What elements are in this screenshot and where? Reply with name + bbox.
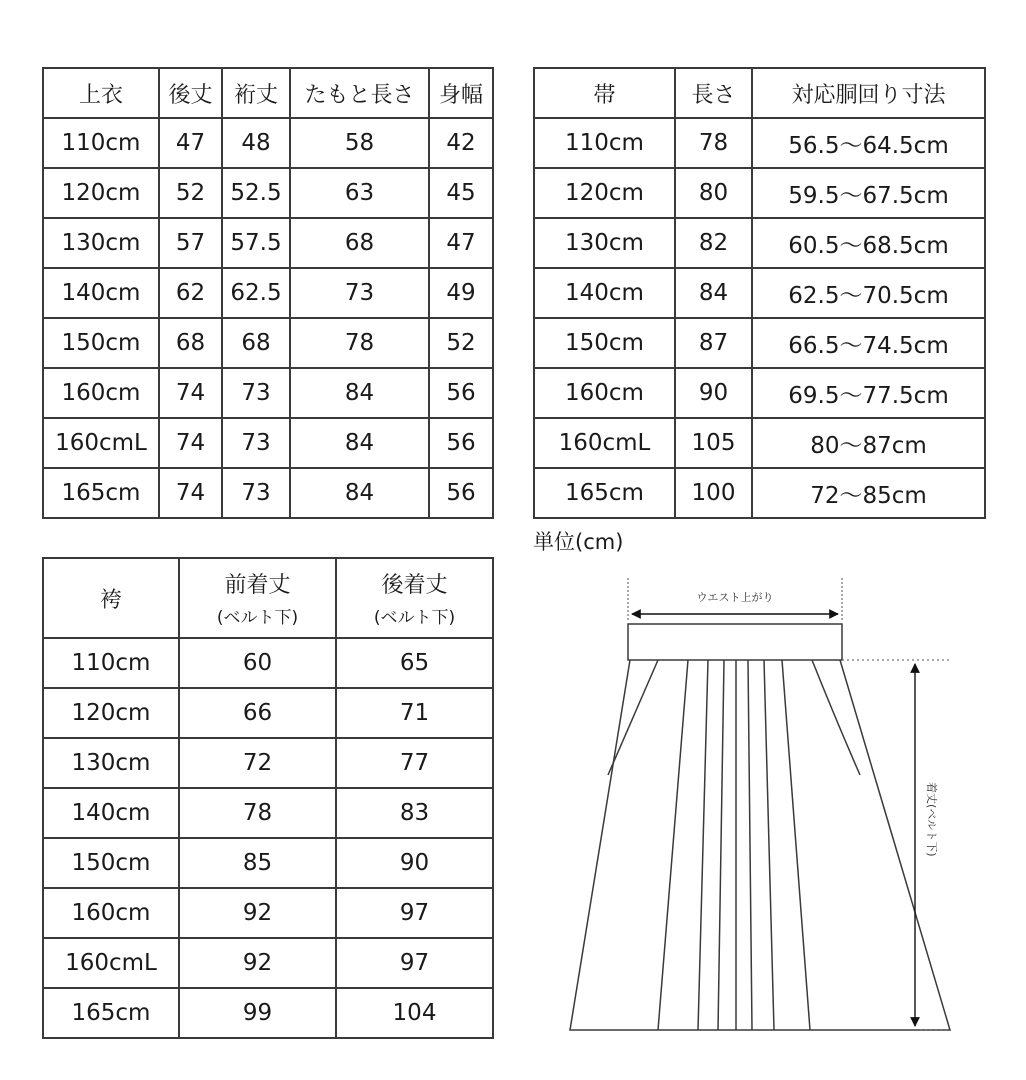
- table-cell: 78: [179, 788, 336, 838]
- hakama-diagram: [560, 570, 980, 1040]
- table-header-row: [43, 558, 493, 638]
- table-cell: 83: [336, 788, 493, 838]
- table-cell: 120cm: [43, 688, 179, 738]
- header-cell: 後丈: [159, 68, 222, 118]
- header-cell: [336, 558, 493, 638]
- header-sub: (ベルト下): [373, 608, 456, 628]
- table-cell: 97: [336, 888, 493, 938]
- table-cell: 80〜87cm: [752, 418, 985, 468]
- table-cell: 49: [429, 268, 493, 318]
- header-cell: 長さ: [675, 68, 752, 118]
- header-main: 後着丈: [381, 573, 448, 598]
- table-row: [43, 988, 493, 1038]
- table-row: [534, 218, 985, 268]
- table-cell: 85: [179, 838, 336, 888]
- table-cell: 59.5〜67.5cm: [752, 168, 985, 218]
- table-cell: 45: [429, 168, 493, 218]
- header-cell: 身幅: [429, 68, 493, 118]
- hakama-size-table: [42, 557, 494, 1039]
- table-cell: 57.5: [222, 218, 290, 268]
- table-cell: 160cmL: [534, 418, 675, 468]
- table-cell: 105: [675, 418, 752, 468]
- table-cell: 77: [336, 738, 493, 788]
- table-cell: 130cm: [43, 738, 179, 788]
- table-cell: 160cm: [43, 368, 159, 418]
- table-cell: 110cm: [43, 638, 179, 688]
- table-cell: 68: [159, 318, 222, 368]
- header-cell: 対応胴回り寸法: [752, 68, 985, 118]
- header-cell: 上衣: [43, 68, 159, 118]
- table-row: [43, 218, 493, 268]
- table-cell: 68: [290, 218, 429, 268]
- table-cell: 56: [429, 368, 493, 418]
- table-cell: 104: [336, 988, 493, 1038]
- table-row: [534, 418, 985, 468]
- hakama-outline: [570, 624, 950, 1030]
- table-cell: 110cm: [534, 118, 675, 168]
- table-cell: 56: [429, 468, 493, 518]
- table-cell: 99: [179, 988, 336, 1038]
- table-cell: 47: [429, 218, 493, 268]
- table-cell: 160cm: [534, 368, 675, 418]
- table-cell: 63: [290, 168, 429, 218]
- table-row: [43, 168, 493, 218]
- table-cell: 84: [290, 368, 429, 418]
- table-cell: 120cm: [43, 168, 159, 218]
- table-cell: 140cm: [43, 788, 179, 838]
- table-cell: 52: [159, 168, 222, 218]
- table-cell: 73: [222, 418, 290, 468]
- obi-size-table: [533, 67, 986, 519]
- table-cell: 160cmL: [43, 418, 159, 468]
- table-cell: 97: [336, 938, 493, 988]
- table-row: [43, 788, 493, 838]
- table-cell: 74: [159, 418, 222, 468]
- table-header-row: [43, 68, 493, 118]
- table-cell: 73: [222, 368, 290, 418]
- table-cell: 140cm: [43, 268, 159, 318]
- table-cell: 69.5〜77.5cm: [752, 368, 985, 418]
- table-cell: 90: [336, 838, 493, 888]
- table-row: [43, 888, 493, 938]
- table-row: [534, 468, 985, 518]
- table-cell: 60: [179, 638, 336, 688]
- table-cell: 74: [159, 368, 222, 418]
- table-row: [43, 688, 493, 738]
- header-sub: (ベルト下): [216, 608, 299, 628]
- table-row: [43, 468, 493, 518]
- table-cell: 56: [429, 418, 493, 468]
- table-cell: 62: [159, 268, 222, 318]
- table-cell: 74: [159, 468, 222, 518]
- table-cell: 150cm: [43, 318, 159, 368]
- table-cell: 150cm: [43, 838, 179, 888]
- table-cell: 66.5〜74.5cm: [752, 318, 985, 368]
- table-cell: 71: [336, 688, 493, 738]
- table-row: [43, 638, 493, 688]
- table-cell: 60.5〜68.5cm: [752, 218, 985, 268]
- table-row: [534, 318, 985, 368]
- table-cell: 84: [290, 418, 429, 468]
- table-cell: 92: [179, 938, 336, 988]
- table-cell: 72: [179, 738, 336, 788]
- table-cell: 165cm: [43, 988, 179, 1038]
- table-cell: 42: [429, 118, 493, 168]
- table-cell: 52: [429, 318, 493, 368]
- waist-measure: [628, 578, 842, 622]
- table-cell: 120cm: [534, 168, 675, 218]
- table-cell: 87: [675, 318, 752, 368]
- table-cell: 130cm: [43, 218, 159, 268]
- table-row: [534, 268, 985, 318]
- table-row: [534, 118, 985, 168]
- waist-label: ウエスト上がり: [696, 591, 774, 604]
- table-cell: 165cm: [534, 468, 675, 518]
- table-cell: 47: [159, 118, 222, 168]
- tops-size-table: [42, 67, 494, 519]
- table-cell: 52.5: [222, 168, 290, 218]
- table-cell: 84: [675, 268, 752, 318]
- table-cell: 78: [290, 318, 429, 368]
- table-cell: 73: [222, 468, 290, 518]
- table-row: [43, 318, 493, 368]
- header-cell: 帯: [534, 68, 675, 118]
- table-cell: 57: [159, 218, 222, 268]
- table-cell: 90: [675, 368, 752, 418]
- table-row: [43, 118, 493, 168]
- table-cell: 72〜85cm: [752, 468, 985, 518]
- table-cell: 56.5〜64.5cm: [752, 118, 985, 168]
- table-row: [43, 368, 493, 418]
- table-cell: 160cm: [43, 888, 179, 938]
- header-cell: [43, 558, 179, 638]
- length-label: 着丈(ベルト下): [925, 782, 938, 857]
- header-cell: [179, 558, 336, 638]
- table-row: [43, 938, 493, 988]
- table-cell: 130cm: [534, 218, 675, 268]
- table-cell: 62.5〜70.5cm: [752, 268, 985, 318]
- table-cell: 160cmL: [43, 938, 179, 988]
- table-cell: 66: [179, 688, 336, 738]
- table-cell: 80: [675, 168, 752, 218]
- table-row: [43, 738, 493, 788]
- table-row: [43, 838, 493, 888]
- table-cell: 100: [675, 468, 752, 518]
- table-cell: 65: [336, 638, 493, 688]
- header-main: 袴: [99, 587, 122, 613]
- table-cell: 48: [222, 118, 290, 168]
- table-cell: 82: [675, 218, 752, 268]
- table-row: [43, 418, 493, 468]
- header-main: 前着丈: [224, 573, 291, 598]
- table-cell: 110cm: [43, 118, 159, 168]
- table-cell: 165cm: [43, 468, 159, 518]
- header-cell: たもと長さ: [290, 68, 429, 118]
- table-cell: 68: [222, 318, 290, 368]
- unit-note: 単位(cm): [533, 530, 624, 554]
- table-cell: 73: [290, 268, 429, 318]
- table-header-row: [534, 68, 985, 118]
- table-row: [534, 168, 985, 218]
- table-cell: 84: [290, 468, 429, 518]
- table-cell: 150cm: [534, 318, 675, 368]
- table-cell: 140cm: [534, 268, 675, 318]
- table-row: [534, 368, 985, 418]
- table-row: [43, 268, 493, 318]
- header-cell: 裄丈: [222, 68, 290, 118]
- table-cell: 92: [179, 888, 336, 938]
- table-cell: 62.5: [222, 268, 290, 318]
- table-cell: 78: [675, 118, 752, 168]
- table-cell: 58: [290, 118, 429, 168]
